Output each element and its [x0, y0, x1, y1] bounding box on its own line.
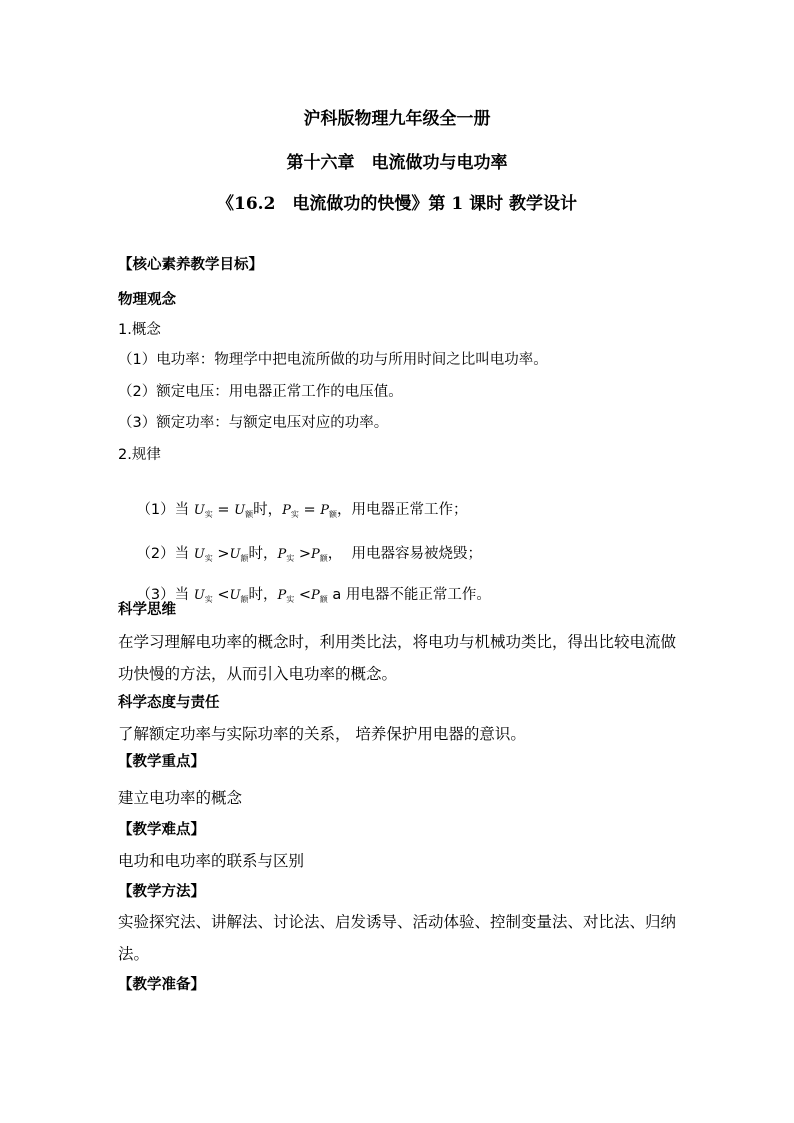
thinking-text: 在学习理解电功率的概念时，利用类比法，将电功与机械功类比，得出比较电流做功快慢的方法，从而引入电功率的概念。 — [118, 633, 677, 683]
lesson-title: 《16.2 电流做功的快慢》第 1 课时 教学设计 — [217, 194, 577, 214]
chapter-title: 第十六章 电流做功与电功率 — [286, 153, 508, 173]
physics-concept-heading: 物理观念 — [118, 291, 176, 308]
key-point-heading: 【教学重点】 — [118, 753, 205, 770]
attitude-heading: 科学态度与责任 — [118, 694, 220, 711]
attitude-text: 了解额定功率与实际功率的关系， 培养保护用电器的意识。 — [118, 725, 526, 743]
goals-heading: 【核心素养教学目标】 — [118, 256, 263, 273]
difficulty-heading: 【教学难点】 — [118, 821, 205, 838]
rule-heading: 2.规律 — [118, 447, 161, 463]
method-heading: 【教学方法】 — [118, 883, 205, 900]
concept-item: （2）额定电压：用电器正常工作的电压值。 — [118, 384, 403, 400]
rule-item: （3）当 $U_实 <U_额$时，$P_实 <P_额$ a 用电器不能正常工作。 — [136, 587, 491, 604]
rule-item: （1）当 $U_实 = U_额$时，$P_实 = P_额$，用电器正常工作； — [136, 502, 468, 519]
preparation-heading: 【教学准备】 — [118, 976, 205, 993]
difficulty-text: 电功和电功率的联系与区别 — [118, 852, 305, 870]
book-title: 沪科版物理九年级全一册 — [303, 109, 491, 129]
method-text: 实验探究法、讲解法、讨论法、启发诱导、活动体验、控制变量法、对比法、归纳法。 — [118, 913, 677, 963]
concept-item: （3）额定功率：与额定电压对应的功率。 — [118, 415, 389, 431]
concept-heading: 1.概念 — [118, 322, 161, 338]
rule-item: （2）当 $U_实 >U_额$时，$P_实 >P_额$， 用电器容易被烧毁； — [136, 546, 482, 563]
key-point-text: 建立电功率的概念 — [118, 789, 243, 807]
concept-item: （1）电功率：物理学中把电流所做的功与所用时间之比叫电功率。 — [118, 352, 548, 368]
thinking-heading: 科学思维 — [118, 601, 176, 618]
